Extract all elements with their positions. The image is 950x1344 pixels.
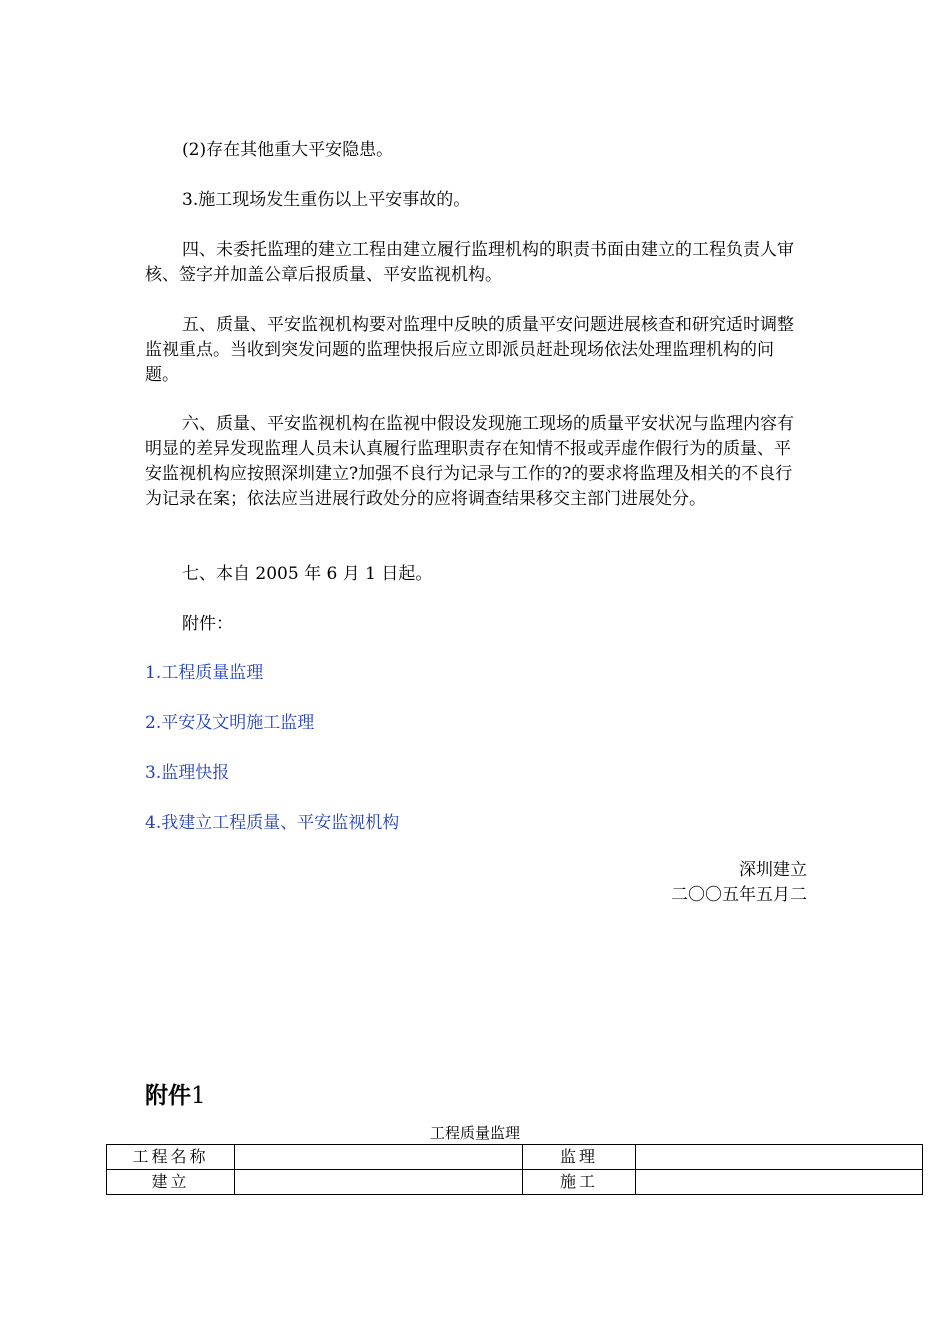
- attachment-link-4[interactable]: 我建立工程质量、平安监视机构: [161, 813, 400, 833]
- attachment-item-3: [145, 761, 229, 786]
- supervision-label: 监理: [523, 1145, 636, 1170]
- builder-label: 施工: [523, 1170, 636, 1195]
- attachments-label: 附件：: [182, 614, 233, 634]
- attachment-number: 2.: [145, 713, 162, 733]
- clause-3-text: 3.施工现场发生重伤以上平安事故的。: [182, 190, 471, 210]
- attachment-item-2: [145, 711, 314, 736]
- project-name-value[interactable]: [235, 1145, 523, 1170]
- signature-org: 深圳建立: [739, 860, 807, 880]
- construction-unit-label: 建立: [107, 1170, 235, 1195]
- attachment-number: 4.: [145, 813, 162, 833]
- project-info-table: [106, 1144, 923, 1195]
- attachment-link-2[interactable]: 平安及文明施工监理: [161, 713, 315, 733]
- appendix-heading-text: 附件: [145, 1082, 191, 1109]
- attachment-number: 1.: [145, 663, 162, 683]
- attachment-number: 3.: [145, 763, 162, 783]
- attachment-item-1: [145, 661, 263, 686]
- clause-2-text: (2)存在其他重大平安隐患。: [182, 140, 394, 160]
- paragraph-six: 六、质量、平安监视机构在监视中假设发现施工现场的质量平安状况与监理内容有明显的差异发现监理人员未认真履行监理职责存在知情不报或弄虚作假行为的质量、平安监视机构应按照深圳建立?加强不良行为记录与工作的?的要求将监理及相关的不良行为记录在案；依法应当进展行政处分的应将调查结果移交主部门进展处分。: [145, 414, 794, 509]
- paragraph-seven: 七、本自 2005 年 6 月 1 日起。: [182, 564, 433, 584]
- signature-date: 二〇〇五年五月二: [671, 885, 807, 905]
- paragraph-five: 五、质量、平安监视机构要对监理中反映的质量平安问题进展核查和研究适时调整监视重点。当收到突发问题的监理快报后应立即派员赶赴现场依法处理监理机构的问题。: [145, 315, 794, 385]
- table-title: 工程质量监理: [429, 1124, 520, 1142]
- builder-value[interactable]: [636, 1170, 923, 1195]
- project-name-label: 工程名称: [107, 1145, 235, 1170]
- attachment-link-1[interactable]: 工程质量监理: [161, 663, 264, 683]
- table-row: [107, 1170, 923, 1195]
- construction-unit-value[interactable]: [235, 1170, 523, 1195]
- table-row: [107, 1145, 923, 1170]
- attachment-item-4: [145, 811, 399, 836]
- attachment-link-3[interactable]: 监理快报: [161, 763, 230, 783]
- appendix-heading-number: 1: [191, 1083, 206, 1109]
- paragraph-four: 四、未委托监理的建立工程由建立履行监理机构的职责书面由建立的工程负责人审核、签字并加盖公章后报质量、平安监视机构。: [145, 240, 794, 285]
- supervision-value[interactable]: [636, 1145, 923, 1170]
- appendix-heading: [145, 1080, 206, 1112]
